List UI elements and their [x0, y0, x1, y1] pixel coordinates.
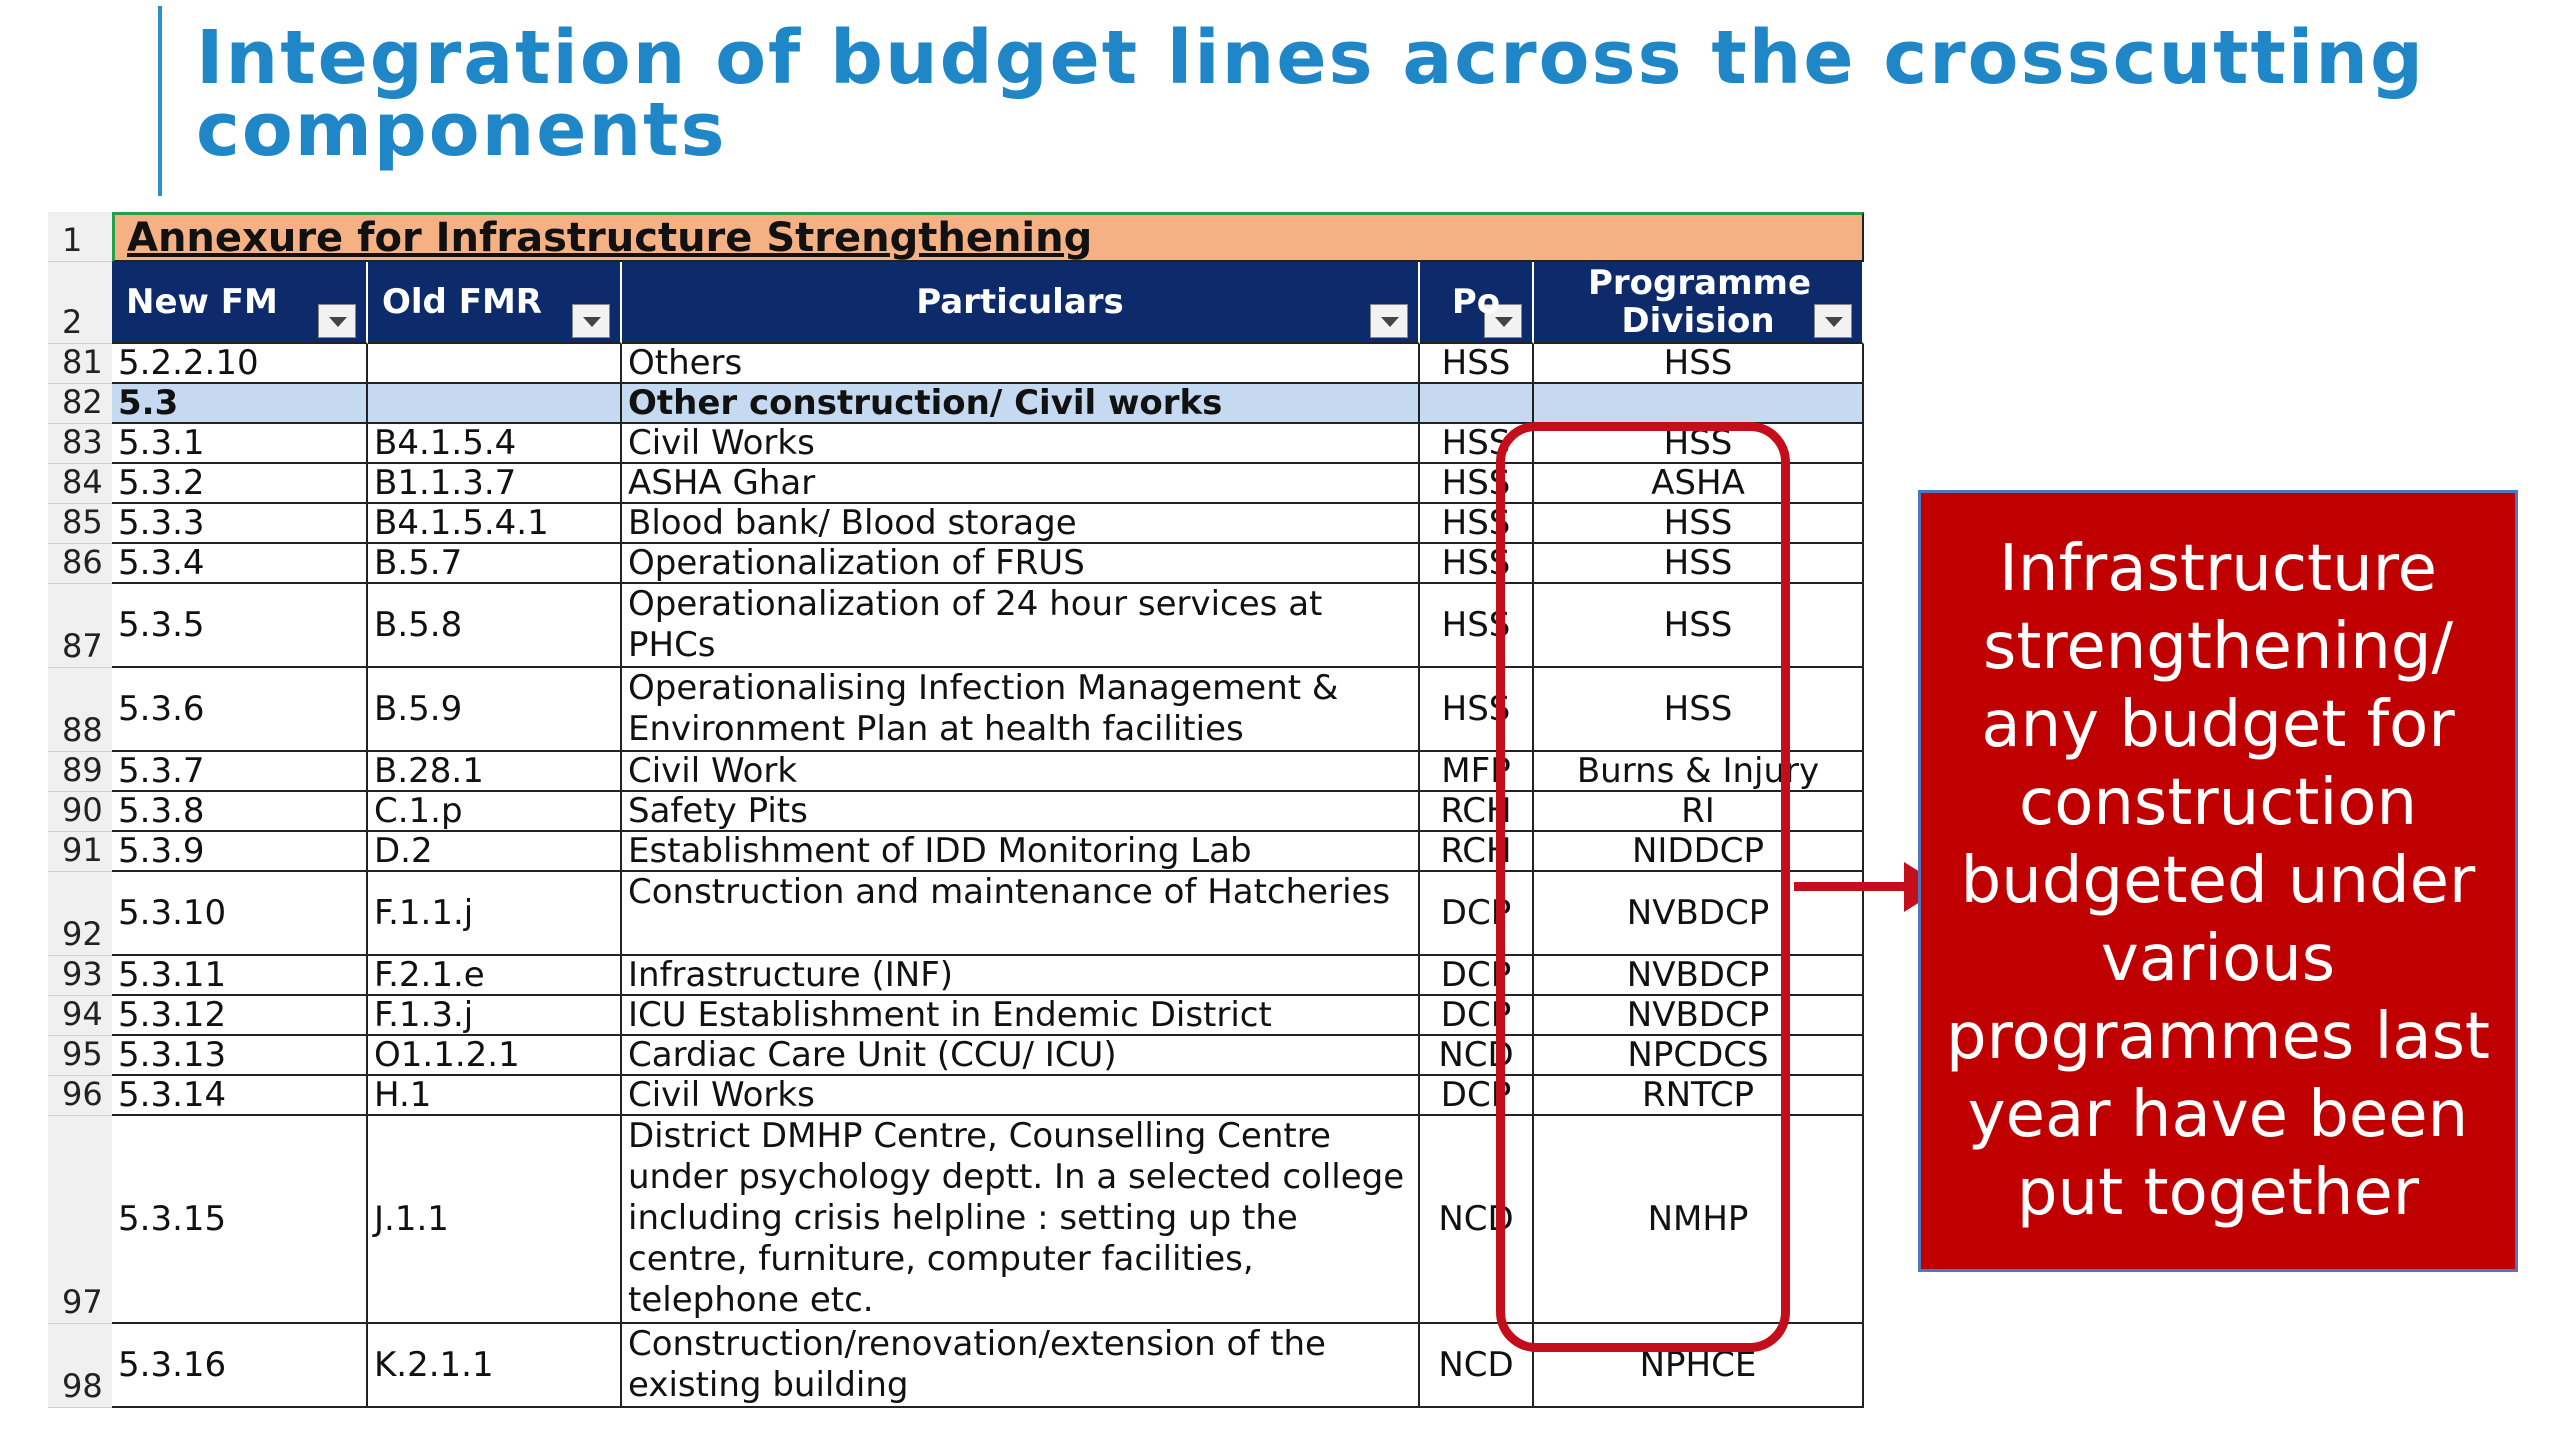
old-fmr-cell[interactable]: H.1	[368, 1076, 622, 1116]
particulars-cell[interactable]: Construction/renovation/extension of the existing building	[622, 1324, 1420, 1408]
pool-cell[interactable]: HSS	[1420, 544, 1534, 584]
row-number-label: 87	[62, 627, 103, 665]
particulars-header[interactable]	[622, 262, 1420, 344]
row-number-label: 84	[62, 463, 103, 501]
programme-division-header[interactable]	[1534, 262, 1864, 344]
row-number-label: 85	[62, 503, 103, 541]
row-number-label: 90	[62, 791, 103, 829]
old-fmr-cell[interactable]: B4.1.5.4.1	[368, 504, 622, 544]
programme-division-cell[interactable]: Burns & Injury	[1534, 752, 1864, 792]
new-fmr-cell[interactable]: 5.3	[112, 384, 368, 424]
old-fmr-cell[interactable]: B1.1.3.7	[368, 464, 622, 504]
pool-cell[interactable]: HSS	[1420, 668, 1534, 752]
particulars-cell[interactable]: Civil Works	[622, 1076, 1420, 1116]
row-number[interactable]	[48, 996, 112, 1036]
new-fmr-cell[interactable]: 5.2.2.10	[112, 344, 368, 384]
filter-dropdown-icon[interactable]	[1814, 304, 1852, 338]
particulars-cell[interactable]: District DMHP Centre, Counselling Centre under psychology deptt. In a selected college including crisis helpline : setting up the centre, furniture, computer facilities, telephone etc.	[622, 1116, 1420, 1324]
row-number[interactable]	[48, 668, 112, 752]
header-label: New FM	[126, 282, 278, 322]
page-title: Integration of budget lines across the crosscutting components	[196, 15, 2425, 173]
particulars-cell[interactable]: ASHA Ghar	[622, 464, 1420, 504]
new-fmr-cell[interactable]: 5.3.9	[112, 832, 368, 872]
pool-cell[interactable]: NCD	[1420, 1116, 1534, 1324]
title-accent-bar	[158, 6, 162, 196]
old-fmr-cell[interactable]: B.28.1	[368, 752, 622, 792]
row-number[interactable]	[48, 584, 112, 668]
new-fmr-cell[interactable]: 5.3.5	[112, 584, 368, 668]
new-fmr-cell[interactable]: 5.3.7	[112, 752, 368, 792]
annexure-banner-row	[48, 212, 1840, 262]
filter-dropdown-icon[interactable]	[572, 304, 610, 338]
row-number-label: 86	[62, 543, 103, 581]
row-number-label: 92	[62, 915, 103, 953]
new-fmr-cell[interactable]: 5.3.8	[112, 792, 368, 832]
programme-division-cell[interactable]: HSS	[1534, 424, 1864, 464]
particulars-cell[interactable]: Establishment of IDD Monitoring Lab	[622, 832, 1420, 872]
new-fmr-cell[interactable]: 5.3.15	[112, 1116, 368, 1324]
header-label: Programme Division	[1588, 263, 1812, 341]
particulars-cell[interactable]: Operationalization of 24 hour services at PHCs	[622, 584, 1420, 668]
row-number[interactable]	[48, 1036, 112, 1076]
programme-division-highlight	[1496, 422, 1790, 1352]
row-number[interactable]	[48, 344, 112, 384]
programme-division-cell[interactable]: RNTCP	[1534, 1076, 1864, 1116]
particulars-cell[interactable]: Operationalising Infection Management & Environment Plan at health facilities	[622, 668, 1420, 752]
pool-cell[interactable]: DCP	[1420, 872, 1534, 956]
old-fmr-header[interactable]	[368, 262, 622, 344]
programme-division-cell[interactable]: HSS	[1534, 584, 1864, 668]
arrow-shaft	[1794, 882, 1910, 891]
programme-division-cell[interactable]: RI	[1534, 792, 1864, 832]
pool-cell[interactable]: RCH	[1420, 792, 1534, 832]
programme-division-cell[interactable]: HSS	[1534, 668, 1864, 752]
pool-cell[interactable]: NCD	[1420, 1324, 1534, 1408]
programme-division-cell[interactable]: NVBDCP	[1534, 956, 1864, 996]
header-label: Particulars	[916, 282, 1124, 322]
row-number-label: 81	[62, 343, 103, 381]
programme-division-cell[interactable]: NMHP	[1534, 1116, 1864, 1324]
pool-cell[interactable]: DCP	[1420, 1076, 1534, 1116]
particulars-cell[interactable]: Other construction/ Civil works	[622, 384, 1420, 424]
particulars-cell[interactable]: ICU Establishment in Endemic District	[622, 996, 1420, 1036]
old-fmr-cell[interactable]	[368, 344, 622, 384]
row-number-label: 96	[62, 1075, 103, 1113]
row-number[interactable]	[48, 212, 112, 262]
row-number[interactable]	[48, 792, 112, 832]
filter-dropdown-icon[interactable]	[318, 304, 356, 338]
particulars-cell[interactable]: Civil Work	[622, 752, 1420, 792]
particulars-cell[interactable]: Safety Pits	[622, 792, 1420, 832]
particulars-cell[interactable]: Infrastructure (INF)	[622, 956, 1420, 996]
row-number-label: 91	[62, 831, 103, 869]
programme-division-cell[interactable]: NPHCE	[1534, 1324, 1864, 1408]
row-number[interactable]	[48, 1324, 112, 1408]
old-fmr-cell[interactable]	[368, 384, 622, 424]
old-fmr-cell[interactable]: F.1.1.j	[368, 872, 622, 956]
particulars-cell[interactable]: Cardiac Care Unit (CCU/ ICU)	[622, 1036, 1420, 1076]
row-number[interactable]	[48, 956, 112, 996]
row-number[interactable]	[48, 504, 112, 544]
particulars-cell[interactable]: Construction and maintenance of Hatcheries	[622, 872, 1420, 956]
programme-division-cell[interactable]: NPCDCS	[1534, 1036, 1864, 1076]
annexure-title: Annexure for Infrastructure Strengthening	[112, 212, 1864, 262]
programme-division-cell[interactable]: ASHA	[1534, 464, 1864, 504]
header-label: Old FMR	[382, 282, 542, 322]
new-fmr-cell[interactable]: 5.3.4	[112, 544, 368, 584]
new-fmr-cell[interactable]: 5.3.11	[112, 956, 368, 996]
row-number[interactable]	[48, 872, 112, 956]
row-number-label: 2	[62, 303, 83, 341]
pool-cell[interactable]	[1420, 384, 1534, 424]
pool-cell[interactable]: HSS	[1420, 504, 1534, 544]
old-fmr-cell[interactable]: F.2.1.e	[368, 956, 622, 996]
header-row	[48, 262, 1840, 344]
row-number-label: 89	[62, 751, 103, 789]
row-number-label: 98	[62, 1367, 103, 1405]
row-number-label: 82	[62, 383, 103, 421]
old-fmr-cell[interactable]: B4.1.5.4	[368, 424, 622, 464]
pool-cell[interactable]: MFP	[1420, 752, 1534, 792]
particulars-cell[interactable]: Blood bank/ Blood storage	[622, 504, 1420, 544]
row-number[interactable]	[48, 262, 112, 344]
pool-cell[interactable]: DCP	[1420, 996, 1534, 1036]
row-number[interactable]	[48, 464, 112, 504]
filter-dropdown-icon[interactable]	[1370, 304, 1408, 338]
callout-text: Infrastructure strengthening/ any budget for construction budgeted under various programmes last year have been put together	[1945, 532, 2491, 1230]
pool-cell[interactable]: HSS	[1420, 424, 1534, 464]
header-label: Po	[1451, 282, 1501, 322]
pool-cell[interactable]: RCH	[1420, 832, 1534, 872]
pool-cell[interactable]: NCD	[1420, 1036, 1534, 1076]
pool-cell[interactable]: HSS	[1420, 464, 1534, 504]
row-number[interactable]	[48, 424, 112, 464]
programme-division-cell[interactable]: NIDDCP	[1534, 832, 1864, 872]
row-number[interactable]	[48, 832, 112, 872]
old-fmr-cell[interactable]: D.2	[368, 832, 622, 872]
old-fmr-cell[interactable]: O1.1.2.1	[368, 1036, 622, 1076]
new-fmr-cell[interactable]: 5.3.1	[112, 424, 368, 464]
programme-division-cell[interactable]	[1534, 384, 1864, 424]
old-fmr-cell[interactable]: J.1.1	[368, 1116, 622, 1324]
old-fmr-cell[interactable]: B.5.8	[368, 584, 622, 668]
row-number-label: 1	[62, 221, 83, 259]
particulars-cell[interactable]: Civil Works	[622, 424, 1420, 464]
row-number-label: 97	[62, 1283, 103, 1321]
row-number-label: 88	[62, 711, 103, 749]
old-fmr-cell[interactable]: K.2.1.1	[368, 1324, 622, 1408]
new-fmr-cell[interactable]: 5.3.10	[112, 872, 368, 956]
new-fmr-cell[interactable]: 5.3.2	[112, 464, 368, 504]
pool-header[interactable]	[1420, 262, 1534, 344]
old-fmr-cell[interactable]: B.5.7	[368, 544, 622, 584]
particulars-cell[interactable]: Others	[622, 344, 1420, 384]
row-number-label: 83	[62, 423, 103, 461]
row-number-label: 93	[62, 955, 103, 993]
new-fmr-cell[interactable]: 5.3.16	[112, 1324, 368, 1408]
new-fmr-cell[interactable]: 5.3.6	[112, 668, 368, 752]
row-number[interactable]	[48, 544, 112, 584]
row-number[interactable]	[48, 1116, 112, 1324]
row-number[interactable]	[48, 752, 112, 792]
row-number-label: 95	[62, 1035, 103, 1073]
old-fmr-cell[interactable]: C.1.p	[368, 792, 622, 832]
pool-cell[interactable]: HSS	[1420, 584, 1534, 668]
row-number[interactable]	[48, 1076, 112, 1116]
old-fmr-cell[interactable]: F.1.3.j	[368, 996, 622, 1036]
new-fmr-cell[interactable]: 5.3.12	[112, 996, 368, 1036]
programme-division-cell[interactable]: HSS	[1534, 504, 1864, 544]
row-number-label: 94	[62, 995, 103, 1033]
new-fmr-cell[interactable]: 5.3.3	[112, 504, 368, 544]
programme-division-cell[interactable]: HSS	[1534, 544, 1864, 584]
new-fmr-header[interactable]	[112, 262, 368, 344]
pool-cell[interactable]: HSS	[1420, 344, 1534, 384]
table-row	[48, 344, 1840, 384]
new-fmr-cell[interactable]: 5.3.14	[112, 1076, 368, 1116]
programme-division-cell[interactable]: NVBDCP	[1534, 996, 1864, 1036]
particulars-cell[interactable]: Operationalization of FRUS	[622, 544, 1420, 584]
pool-cell[interactable]: DCP	[1420, 956, 1534, 996]
programme-division-cell[interactable]: NVBDCP	[1534, 872, 1864, 956]
row-number[interactable]	[48, 384, 112, 424]
new-fmr-cell[interactable]: 5.3.13	[112, 1036, 368, 1076]
old-fmr-cell[interactable]: B.5.9	[368, 668, 622, 752]
programme-division-cell[interactable]: HSS	[1534, 344, 1864, 384]
callout-box	[1918, 490, 2518, 1272]
section-row	[48, 384, 1840, 424]
